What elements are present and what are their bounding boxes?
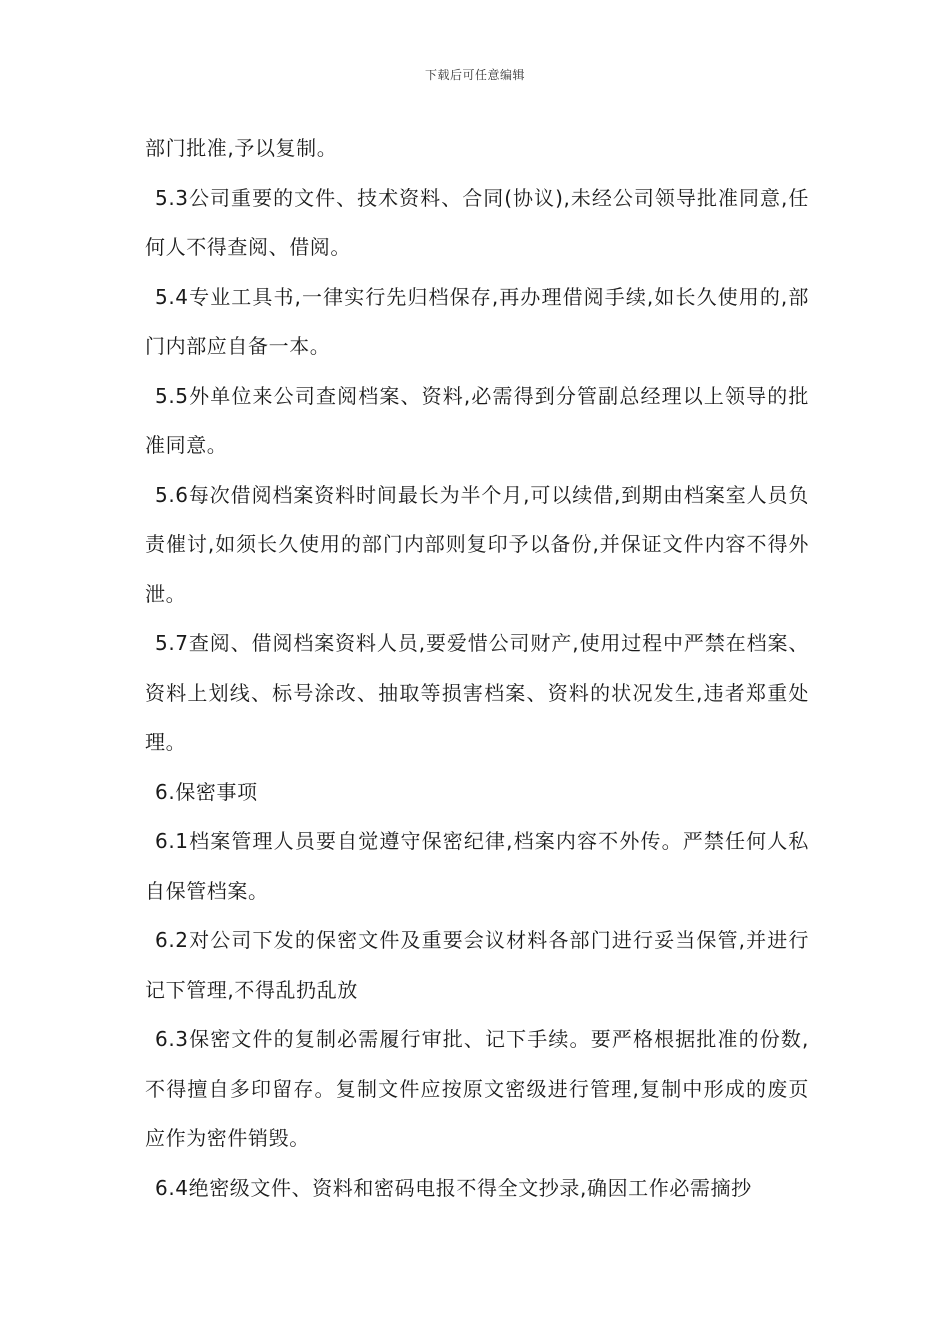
page-header: 下载后可任意编辑: [424, 68, 525, 82]
section-heading-6: 6.保密事项: [155, 779, 258, 804]
paragraph-5-4: 5.4专业工具书,一律实行先归档保存,再办理借阅手续,如长久使用的,部门内部应自备一本。: [145, 284, 809, 358]
paragraph-6-4: 6.4绝密级文件、资料和密码电报不得全文抄录,确因工作必需摘抄: [155, 1175, 752, 1200]
paragraph-5-7: 5.7查阅、借阅档案资料人员,要爱惜公司财产,使用过程中严禁在档案、资料上划线、标号涂改、抽取等损害档案、资料的状况发生,违者郑重处理。: [145, 631, 809, 754]
paragraph-5-3: 5.3公司重要的文件、技术资料、合同(协议),未经公司领导批准同意,任何人不得查阅、借阅。: [145, 185, 809, 259]
paragraph-6-3: 6.3保密文件的复制必需履行审批、记下手续。要严格根据批准的份数,不得擅自多印留存。复制文件应按原文密级进行管理,复制中形成的废页应作为密件销毁。: [145, 1027, 809, 1150]
paragraph-5-6: 5.6每次借阅档案资料时间最长为半个月,可以续借,到期由档案室人员负责催讨,如须长久使用的部门内部则复印予以备份,并保证文件内容不得外泄。: [145, 482, 809, 606]
paragraph-5-2-continuation: 部门批准,予以复制。: [145, 136, 338, 160]
paragraph-6-1: 6.1档案管理人员要自觉遵守保密纪律,档案内容不外传。严禁任何人私自保管档案。: [145, 829, 809, 903]
document-body: [145, 124, 809, 1213]
paragraph-5-5: 5.5外单位来公司查阅档案、资料,必需得到分管副总经理以上领导的批准同意。: [145, 383, 809, 457]
paragraph-6-2: 6.2对公司下发的保密文件及重要会议材料各部门进行妥当保管,并进行记下管理,不得乱扔乱放: [145, 928, 809, 1002]
